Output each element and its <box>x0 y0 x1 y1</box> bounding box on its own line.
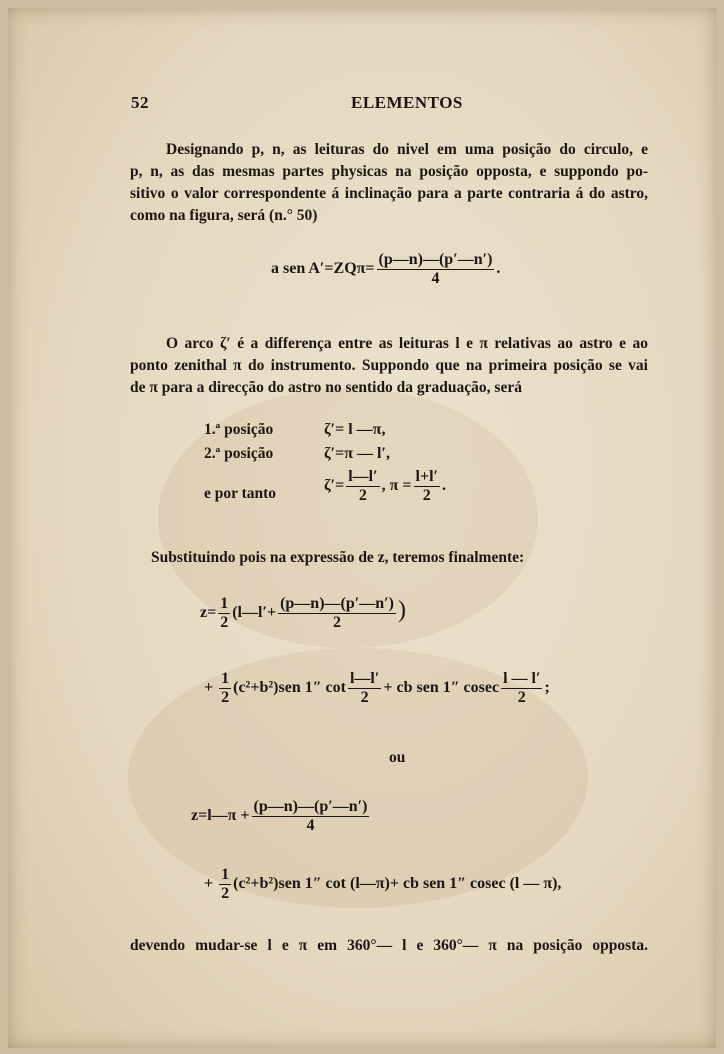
eq3-plus: + <box>204 679 214 697</box>
eq3-half-denominator: 2 <box>221 689 230 706</box>
eq2-numerator: (p—n)—(p′—n′) <box>280 595 394 612</box>
eq3-fraction-1-denominator: 2 <box>360 689 369 706</box>
body-line: O arco ζ′ é a differença entre as leituras l e π relativas ao astro e ao <box>166 335 648 352</box>
body-line: Designando p, n, as leituras do nivel em uma posição do circulo, e <box>166 141 648 158</box>
body-line: ponto zenithal π do instrumento. Suppondo que na primeira posição se vai <box>130 357 648 374</box>
eq5-rest: (c²+b²)sen 1″ cot (l—π)+ cb sen 1″ cosec (l — π), <box>233 875 562 893</box>
running-title: ELEMENTOS <box>351 93 463 112</box>
fraction-2-denominator: 2 <box>422 487 431 504</box>
fraction-1-numerator: l—l′ <box>348 468 378 485</box>
eq1-fraction <box>377 251 495 288</box>
body-line: p, n, as das mesmas partes physicas na posição opposta, e suppondo po- <box>130 163 648 180</box>
eq4-fraction <box>252 798 370 835</box>
eq5-half-denominator: 2 <box>221 885 230 902</box>
eq1-lhs: a sen A′=ZQπ= <box>271 260 375 278</box>
equation-5 <box>204 866 561 903</box>
body-line: devendo mudar-se l e π em 360°— l e 360°— π na posição opposta. <box>130 937 648 954</box>
equation-3 <box>204 670 550 707</box>
book-page <box>8 8 716 1048</box>
eq1-denominator: 4 <box>431 270 440 287</box>
eq2-denominator: 2 <box>333 614 342 631</box>
therefore-lhs: ζ′= <box>324 477 345 495</box>
eq2-part-b: ) <box>397 597 406 624</box>
equation-2 <box>200 595 406 632</box>
eq4-denominator: 4 <box>306 817 315 834</box>
eq5-plus: + <box>204 875 214 893</box>
eq2-part-a: (l—l′+ <box>232 604 277 622</box>
fraction-1-denominator: 2 <box>358 487 367 504</box>
eq3-part-a: (c²+b²)sen 1″ cot <box>233 679 346 697</box>
eq3-fraction-2 <box>501 670 542 707</box>
eq3-part-b: + cb sen 1″ cosec <box>383 679 500 697</box>
body-line: de π para a direcção do astro no sentido da graduação, será <box>130 379 522 396</box>
eq4-numerator: (p—n)—(p′—n′) <box>253 798 368 815</box>
fraction-2-numerator: l+l′ <box>415 468 439 485</box>
first-position-equation: ζ′= l —π, <box>324 421 386 438</box>
therefore-mid: , π = <box>381 477 412 495</box>
therefore-end: . <box>442 477 447 495</box>
eq4-lhs: z=l—π + <box>191 807 250 825</box>
page-number: 52 <box>131 93 149 112</box>
therefore-label: e por tanto <box>204 485 277 502</box>
eq5-half <box>219 866 231 903</box>
therefore-equation <box>324 468 446 505</box>
eq3-fraction-1 <box>348 670 381 707</box>
eq1-numerator: (p—n)—(p′—n′) <box>378 251 493 268</box>
eq3-fraction-2-denominator: 2 <box>517 689 526 706</box>
eq3-end: ; <box>544 679 550 697</box>
eq5-half-numerator: 1 <box>221 866 230 883</box>
eq3-fraction-1-numerator: l—l′ <box>349 670 380 687</box>
second-position-equation: ζ′=π — l′, <box>324 445 390 462</box>
eq2-half-denominator: 2 <box>220 614 229 631</box>
equation-1 <box>271 251 500 288</box>
first-position-label: 1.ª posição <box>204 421 274 438</box>
second-position-label: 2.ª posição <box>204 445 274 462</box>
eq1-end: . <box>496 260 501 278</box>
fraction-1 <box>346 468 379 505</box>
body-line: sitivo o valor correspondente á inclinação para a parte contraria á do astro, <box>130 185 648 202</box>
or-word: ou <box>389 749 406 766</box>
eq3-half <box>219 670 231 707</box>
equation-4 <box>191 798 371 835</box>
eq3-fraction-2-numerator: l — l′ <box>503 670 541 687</box>
fraction-2 <box>414 468 441 505</box>
eq2-fraction <box>278 595 396 632</box>
eq2-half-numerator: 1 <box>220 595 229 612</box>
body-line: Substituindo pois na expressão de z, teremos finalmente: <box>151 549 525 566</box>
eq2-lhs: z= <box>200 604 217 622</box>
eq2-half <box>218 595 230 632</box>
body-line: como na figura, será (n.° 50) <box>130 207 318 224</box>
eq3-half-numerator: 1 <box>221 670 230 687</box>
